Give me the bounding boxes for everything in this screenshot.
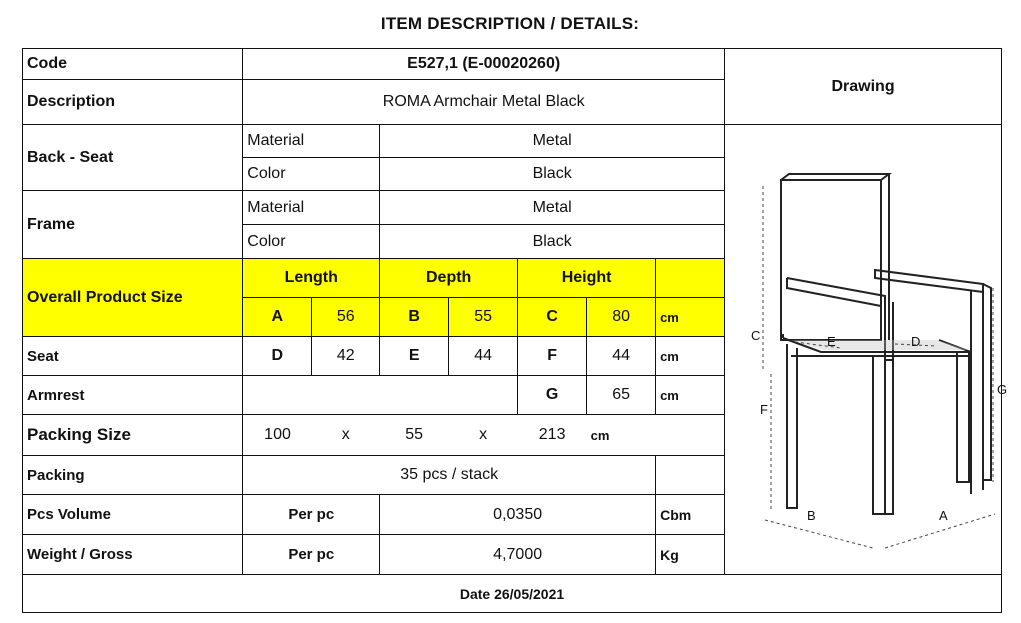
seat-unit: cm — [656, 337, 725, 376]
description-value: ROMA Armchair Metal Black — [243, 80, 725, 125]
back-seat-material-value: Metal — [380, 125, 725, 158]
packing-size-x1: x — [312, 415, 380, 456]
drawing-letter-g: G — [997, 381, 1008, 397]
packing-label: Packing — [23, 456, 243, 495]
overall-header-spacer — [656, 259, 725, 298]
back-seat-color-value: Black — [380, 158, 725, 191]
packing-size-x2: x — [449, 415, 518, 456]
depth-header: Depth — [380, 259, 518, 298]
packing-value: 35 pcs / stack — [243, 456, 656, 495]
weight-label: Weight / Gross — [23, 535, 243, 575]
code-value: E527,1 (E-00020260) — [243, 49, 725, 80]
seat-d-key: D — [243, 337, 312, 376]
height-header: Height — [518, 259, 656, 298]
overall-c-value: 80 — [587, 298, 656, 337]
drawing-letter-f: F — [760, 401, 769, 417]
pcs-volume-per: Per pc — [243, 495, 380, 535]
code-label: Code — [23, 49, 243, 80]
packing-size-unit: cm — [587, 415, 656, 456]
armrest-g-key: G — [518, 376, 587, 415]
length-header: Length — [243, 259, 380, 298]
back-seat-material-label: Material — [243, 125, 380, 158]
seat-d-value: 42 — [312, 337, 380, 376]
spec-table — [22, 48, 1008, 613]
overall-c-key: C — [518, 298, 587, 337]
seat-e-value: 44 — [449, 337, 518, 376]
seat-f-key: F — [518, 337, 587, 376]
frame-material-label: Material — [243, 191, 380, 225]
armrest-g-value: 65 — [587, 376, 656, 415]
armrest-empty — [243, 376, 518, 415]
frame-color-label: Color — [243, 225, 380, 259]
packing-size-height: 213 — [518, 415, 587, 456]
overall-unit: cm — [656, 298, 725, 337]
seat-e-key: E — [380, 337, 449, 376]
frame-label: Frame — [23, 191, 243, 259]
drawing-cell — [725, 125, 1008, 575]
frame-material-value: Metal — [380, 191, 725, 225]
chair-drawing — [725, 130, 1021, 570]
overall-size-label: Overall Product Size — [23, 259, 243, 337]
drawing-letter-e: E — [827, 333, 836, 349]
overall-b-value: 55 — [449, 298, 518, 337]
back-seat-color-label: Color — [243, 158, 380, 191]
weight-value: 4,7000 — [380, 535, 656, 575]
page-title: ITEM DESCRIPTION / DETAILS: — [380, 14, 640, 33]
seat-f-value: 44 — [587, 337, 656, 376]
description-label: Description — [23, 80, 243, 125]
drawing-letter-c: C — [751, 327, 761, 343]
pcs-volume-unit: Cbm — [656, 495, 725, 535]
overall-a-value: 56 — [312, 298, 380, 337]
drawing-letter-a: A — [939, 507, 948, 523]
overall-a-key: A — [243, 298, 312, 337]
packing-size-label: Packing Size — [23, 415, 243, 456]
packing-size-width: 55 — [380, 415, 449, 456]
back-seat-label: Back - Seat — [23, 125, 243, 191]
seat-label: Seat — [23, 337, 243, 376]
drawing-header: Drawing — [725, 49, 1002, 125]
weight-unit: Kg — [656, 535, 725, 575]
drawing-letter-b: B — [807, 507, 816, 523]
armrest-label: Armrest — [23, 376, 243, 415]
pcs-volume-value: 0,0350 — [380, 495, 656, 535]
weight-per: Per pc — [243, 535, 380, 575]
frame-color-value: Black — [380, 225, 725, 259]
packing-size-length: 100 — [243, 415, 312, 456]
pcs-volume-label: Pcs Volume — [23, 495, 243, 535]
overall-b-key: B — [380, 298, 449, 337]
drawing-letter-d: D — [911, 333, 921, 349]
packing-spacer — [656, 456, 725, 495]
date-footer: Date 26/05/2021 — [23, 575, 1002, 613]
packing-size-spacer — [656, 415, 725, 456]
armrest-unit: cm — [656, 376, 725, 415]
